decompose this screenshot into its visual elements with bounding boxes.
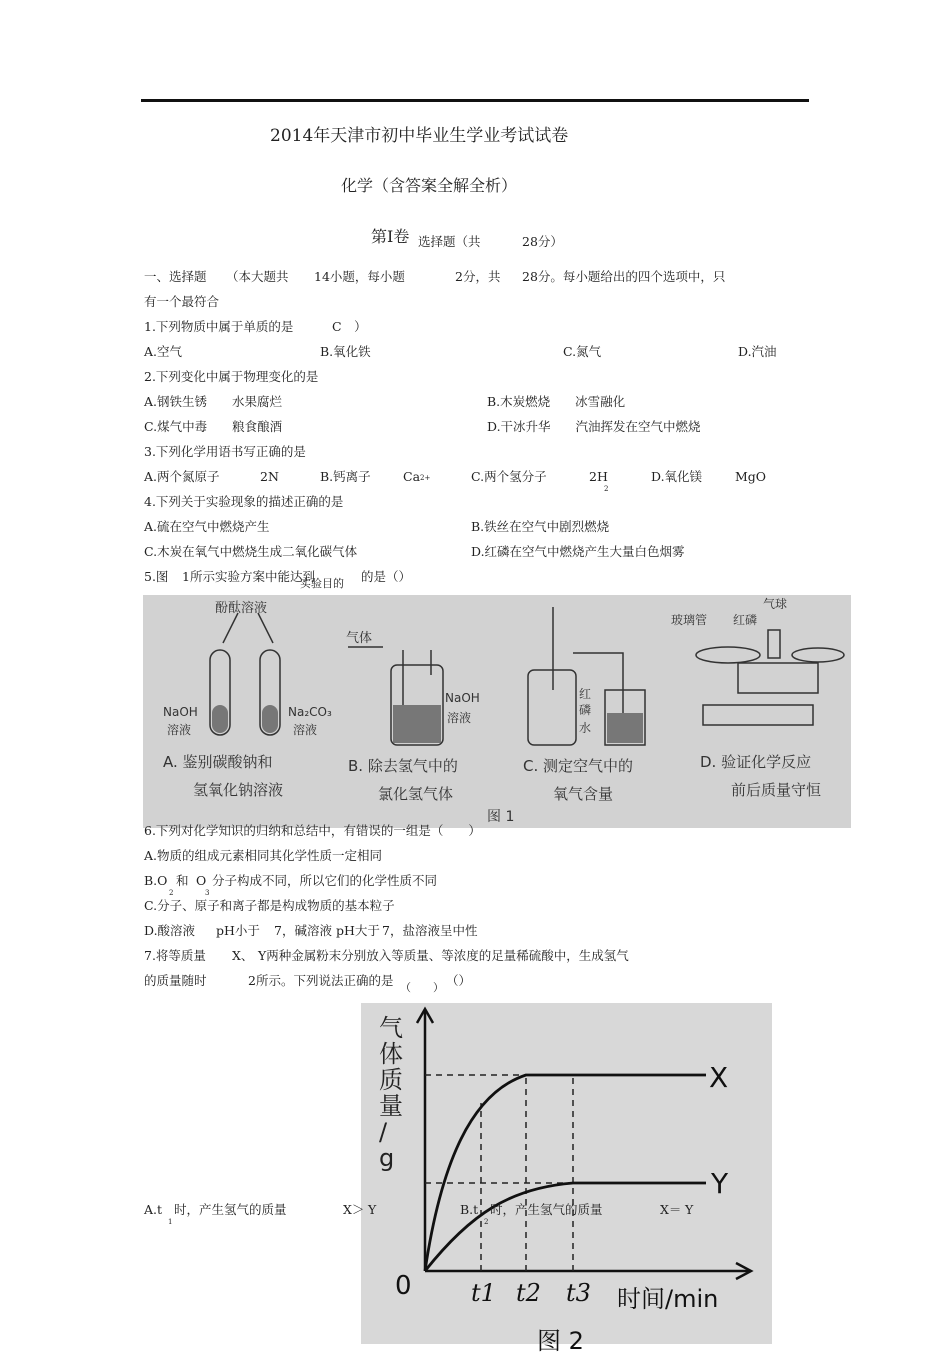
question-7-stem: 7.将等质量 — [144, 948, 206, 963]
question-5-stem: 实验目的 — [300, 577, 344, 590]
superscript: 2+ — [420, 474, 431, 482]
figure-2 — [361, 1003, 772, 1355]
option-b-text: 和 — [176, 873, 189, 888]
option-b-text: 时，产生氢气的质量 — [490, 1202, 603, 1217]
option-d: D.氧化镁 — [651, 469, 703, 484]
option-c: C.两个氢分子 — [471, 469, 547, 484]
option-a: A.钢铁生锈 水果腐烂 — [144, 394, 283, 409]
option-a-formula: 2N — [260, 469, 279, 484]
y-axis-label — [379, 1015, 403, 1171]
figure-1 — [143, 595, 851, 828]
question-5-stem: 1所示实验方案中能达到 — [182, 569, 315, 584]
question-7-stem: X、 — [232, 948, 254, 963]
question-4-stem: 4.下列关于实验现象的描述正确的是 — [144, 494, 344, 509]
part1-text: 有一个最符合 — [144, 294, 220, 309]
option-a: A.空气 — [144, 344, 183, 359]
option-c: C.煤气中毒 粮食酿酒 — [144, 419, 283, 434]
option-c: C.分子、原子和离子都是构成物质的基本粒子 — [144, 898, 395, 913]
question-7-stem: 2所示。下列说法正确的是 — [248, 973, 394, 988]
subscript: 2 — [604, 485, 609, 493]
header-rule — [141, 99, 809, 102]
option-d: D.酸溶液 — [144, 923, 196, 938]
option-a: A.物质的组成元素相同其化学性质一定相同 — [144, 848, 383, 863]
subscript: 1 — [168, 1218, 173, 1226]
section-note: 选择题（共 — [418, 234, 481, 249]
caption-a: A. 鉴别碳酸钠和 — [163, 753, 273, 771]
question-7-stem: （ ） — [400, 981, 444, 994]
question-2-stem: 2.下列变化中属于物理变化的是 — [144, 369, 319, 384]
caption-b: 氯化氢气体 — [378, 785, 454, 803]
gas-label: 气体 — [346, 631, 373, 646]
red-phosphorus-label: 磷 — [579, 703, 592, 717]
liquid — [262, 705, 278, 733]
option-b: B.钙离子 — [320, 469, 371, 484]
red-phosphorus-label: 红 — [579, 687, 592, 701]
origin-label: 0 — [395, 1271, 412, 1301]
option-c: C.木炭在氧气中燃烧生成二氧化碳气体 — [144, 544, 358, 559]
option-d: D.红磷在空气中燃烧产生大量白色烟雾 — [471, 544, 685, 559]
arrow-line — [258, 613, 273, 643]
caption-c: 氧气含量 — [553, 785, 614, 803]
series-y-curve — [425, 1183, 706, 1271]
exam-subtitle: 化学（含答案全解全析） — [341, 176, 518, 195]
option-b-text: 分子构成不同，所以它们的化学性质不同 — [212, 873, 438, 888]
caption-a: 氢氧化钠溶液 — [193, 781, 284, 799]
balance-base — [703, 705, 813, 725]
question-6-stem: 6.下列对化学知识的归纳和总结中，有错误的一组是（ ） — [144, 823, 481, 838]
option-a: A.硫在空气中燃烧产生 — [144, 519, 270, 534]
liquid — [393, 705, 441, 743]
option-b: B.O — [144, 873, 168, 888]
y-label-char: 量 — [379, 1092, 403, 1120]
option-b: B.木炭燃烧 冰雪融化 — [487, 394, 626, 409]
caption-d: D. 验证化学反应 — [700, 753, 812, 771]
tick-t2: t2 — [516, 1279, 541, 1307]
question-5-stem: 的是（） — [361, 569, 412, 584]
subscript: 3 — [205, 889, 210, 897]
section-heading: 第Ⅰ卷 — [371, 227, 410, 246]
question-1-answer: C ） — [332, 319, 367, 334]
option-b: B.t — [460, 1202, 479, 1217]
y-label-char: 体 — [379, 1040, 403, 1068]
glass-tube-flask — [768, 630, 780, 658]
option-b-text: O — [196, 873, 207, 888]
balance-pan — [696, 647, 760, 663]
question-7-stem: （） — [446, 973, 472, 988]
question-7-stem: 的质量随时 — [144, 973, 207, 988]
option-b-text: Y — [685, 1202, 694, 1217]
caption-d: 前后质量守恒 — [731, 781, 822, 799]
option-b: B.铁丝在空气中剧烈燃烧 — [471, 519, 610, 534]
y-label-char: 质 — [379, 1066, 403, 1094]
series-x-curve — [425, 1075, 706, 1271]
figure-1-caption: 图 1 — [487, 809, 515, 825]
subscript: 2 — [484, 1218, 489, 1226]
part1-text: 2分，共 — [455, 269, 501, 284]
option-d-text: pH小于 — [216, 923, 260, 938]
part1-label: 一、选择题 — [144, 269, 207, 284]
arrow-line — [223, 613, 238, 643]
section-score: 28分） — [522, 234, 563, 249]
reaction-jar — [528, 670, 576, 745]
balance-pan — [792, 648, 844, 662]
part1-text: 14小题，每小题 — [314, 269, 405, 284]
option-c: C.氮气 — [563, 344, 602, 359]
bottle-solution-label: 溶液 — [447, 711, 472, 725]
option-d-text: 7，盐溶液呈中性 — [382, 923, 478, 938]
y-label-char: g — [379, 1144, 395, 1172]
caption-c: C. 测定空气中的 — [523, 757, 634, 775]
option-d-formula: MgO — [735, 469, 767, 484]
question-7-stem: Y两种金属粉末分别放入等质量、等浓度的足量稀硫酸中，生成氢气 — [258, 948, 629, 963]
option-a: A.t — [144, 1202, 163, 1217]
balloon-label: 气球 — [763, 597, 788, 611]
option-a-text: Y — [368, 1202, 377, 1217]
option-d: D.干冰升华 汽油挥发在空气中燃烧 — [487, 419, 701, 434]
part1-text: （本大题共 — [226, 269, 289, 284]
naoh-label: NaOH — [163, 705, 198, 719]
bottle-naoh-label: NaOH — [445, 691, 480, 705]
phenol-label: 酚酞溶液 — [215, 601, 268, 616]
option-c-formula: 2H — [589, 469, 608, 484]
exam-title: 2014年天津市初中毕业生学业考试试卷 — [270, 126, 569, 146]
option-a: A.两个氮原子 — [144, 469, 220, 484]
option-b: B.氧化铁 — [320, 344, 371, 359]
option-d-text: pH大于 — [336, 923, 380, 938]
subscript: 2 — [169, 889, 174, 897]
caption-b: B. 除去氢气中的 — [348, 757, 458, 775]
red-phosphorus-label: 红磷 — [733, 613, 758, 627]
glass-tube-label: 玻璃管 — [671, 613, 708, 627]
y-label-char: 气 — [379, 1014, 403, 1042]
tick-t3: t3 — [566, 1279, 591, 1307]
option-b-text: X＝ — [660, 1202, 682, 1217]
option-d-text: 7，碱溶液 — [274, 923, 332, 938]
naoh-solution-label: 溶液 — [167, 723, 192, 737]
na2co3-solution-label: 溶液 — [293, 723, 318, 737]
option-d: D.汽油 — [738, 344, 777, 359]
part1-text: 28分。每小题给出的四个选项中，只 — [522, 269, 726, 284]
question-1-stem: 1.下列物质中属于单质的是 — [144, 319, 294, 334]
question-5-stem: 5.图 — [144, 569, 169, 584]
y-label-char: / — [379, 1118, 388, 1146]
x-axis-label: 时间/min — [617, 1285, 719, 1313]
series-y-label: Y — [711, 1167, 729, 1200]
tick-t1: t1 — [471, 1279, 496, 1307]
na2co3-label: Na₂CO₃ — [288, 705, 332, 719]
liquid — [607, 713, 643, 743]
liquid — [212, 705, 228, 733]
series-x-label: X — [709, 1061, 729, 1094]
water-label: 水 — [579, 721, 592, 735]
balance-body — [738, 663, 818, 693]
question-3-stem: 3.下列化学用语书写正确的是 — [144, 444, 306, 459]
option-a-text: 时，产生氢气的质量 — [174, 1202, 287, 1217]
figure-2-caption: 图 2 — [537, 1327, 584, 1355]
option-a-text: X＞ — [343, 1202, 365, 1217]
option-b-formula: Ca — [403, 469, 421, 484]
